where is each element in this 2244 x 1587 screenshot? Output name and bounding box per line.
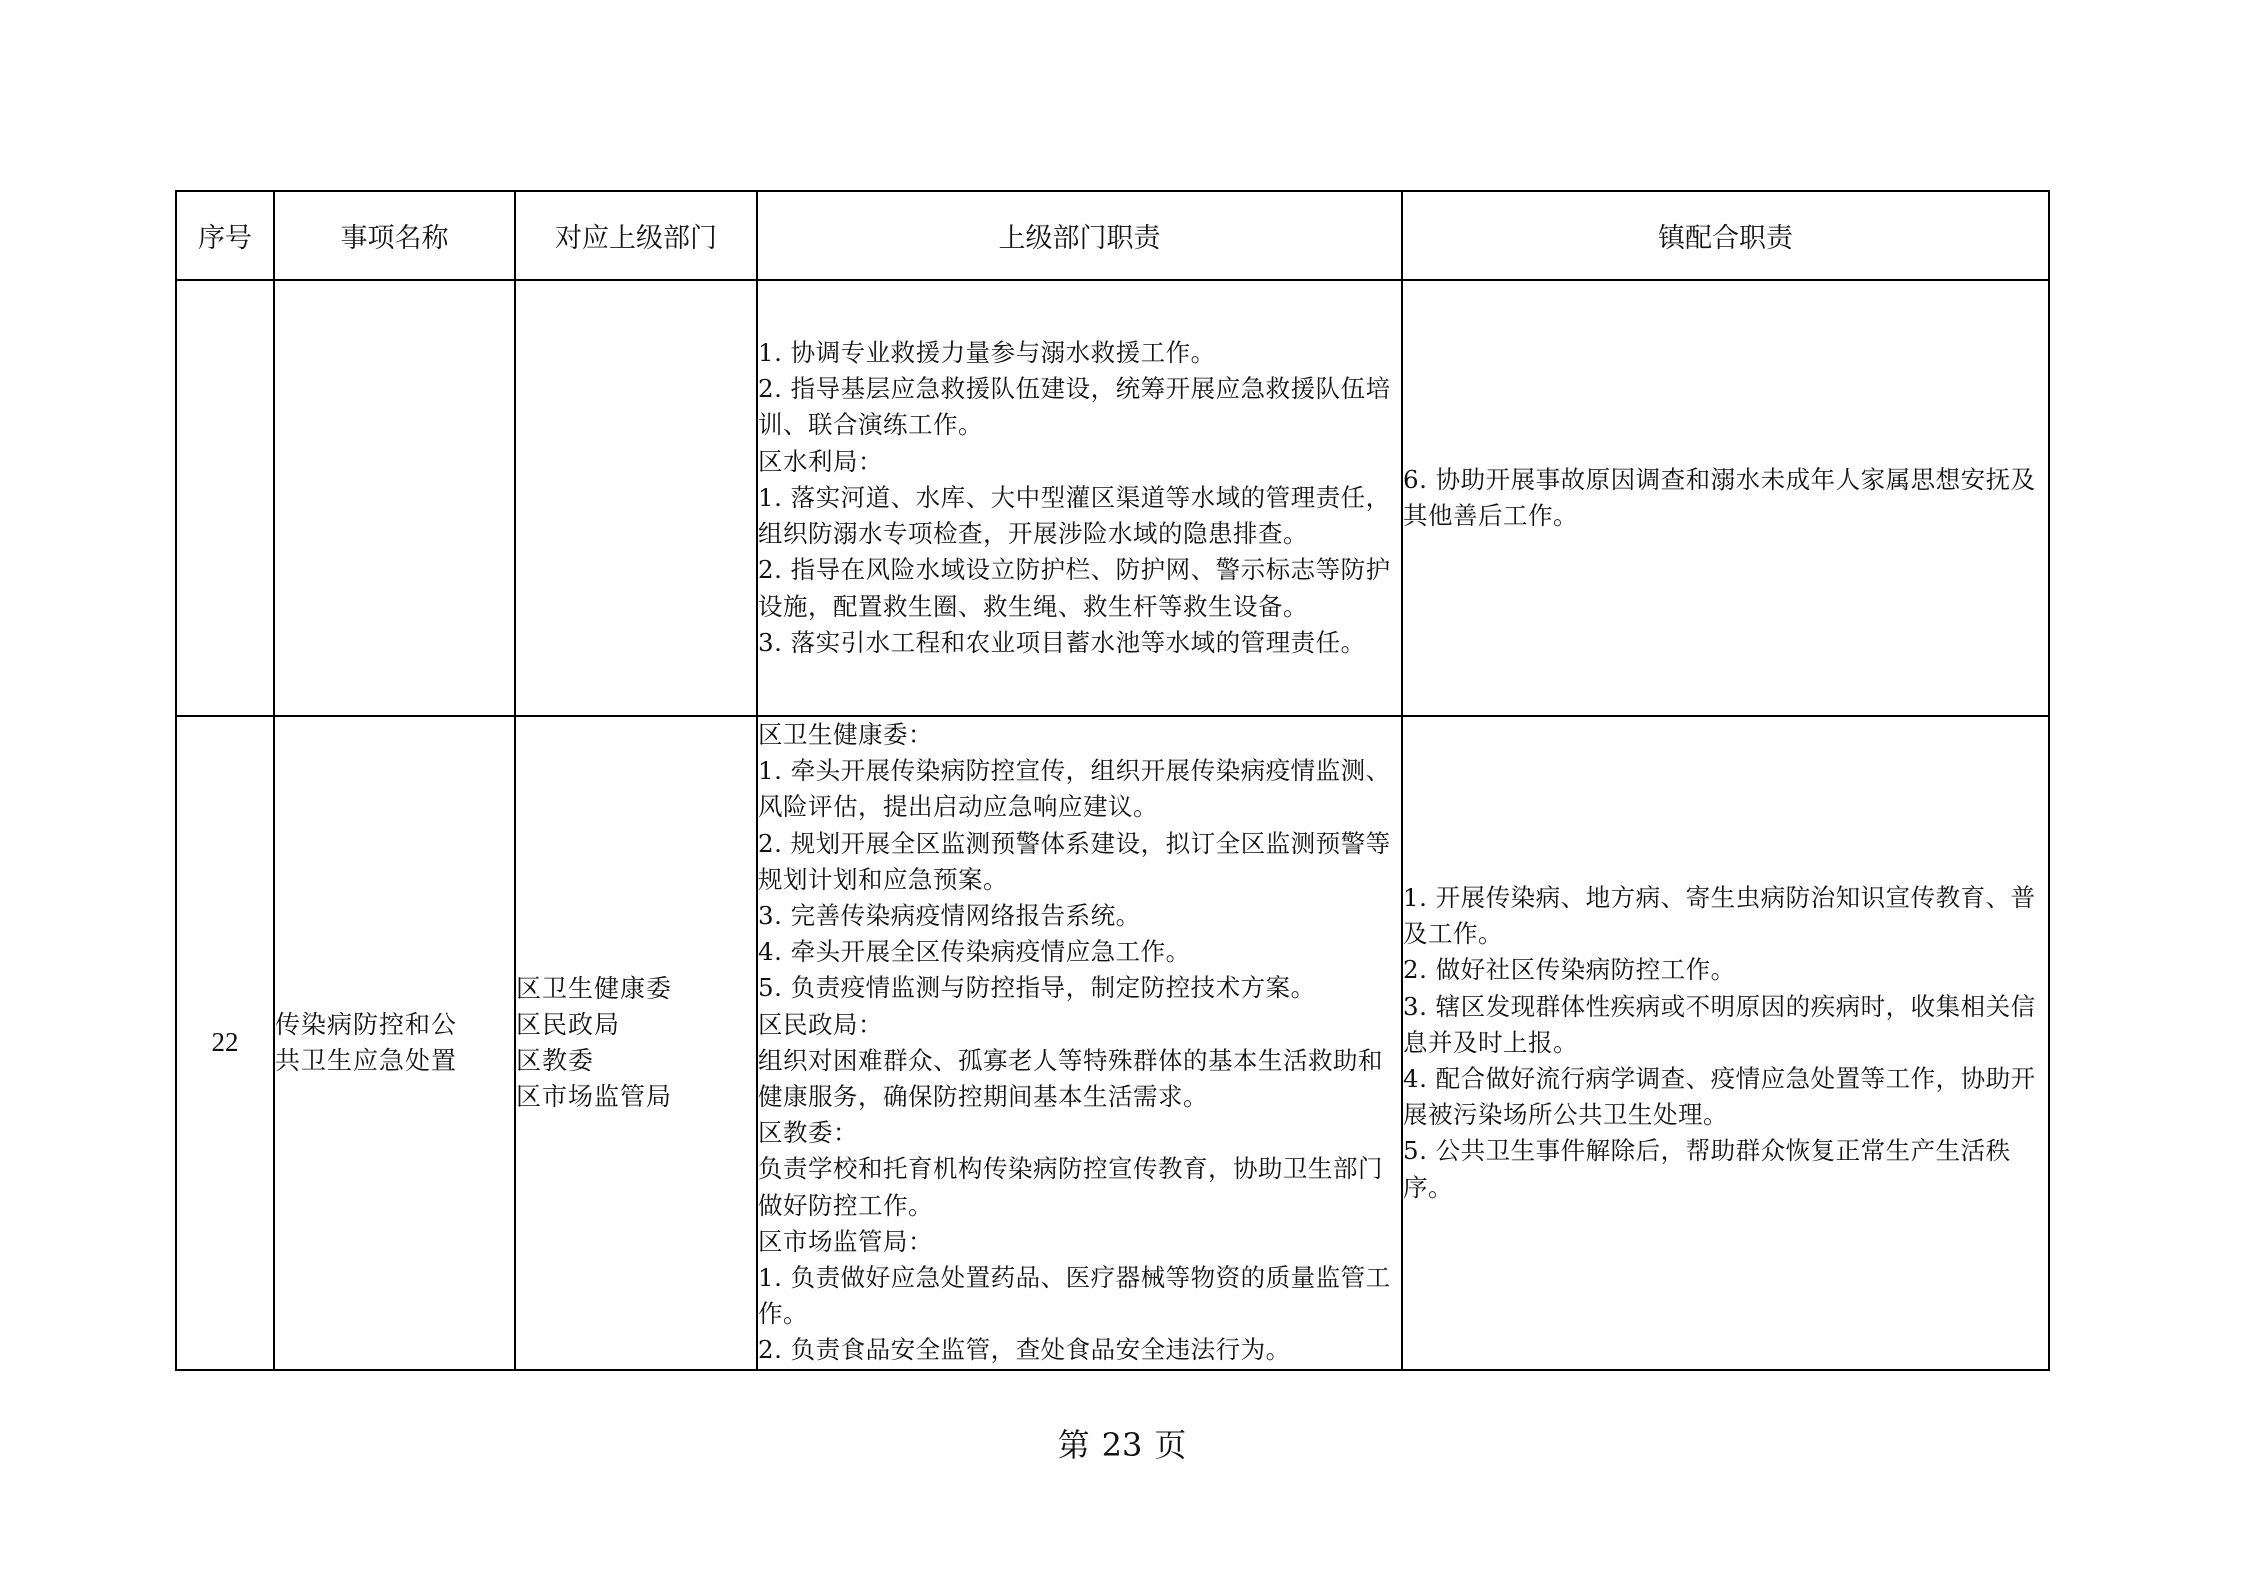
duty-line: 2. 规划开展全区监测预警体系建设，拟订全区监测预警等规划计划和应急预案。 bbox=[758, 828, 1391, 894]
superior-duties-cell bbox=[757, 716, 1402, 1370]
page-prefix: 第 bbox=[1057, 1426, 1090, 1464]
duty-line: 3. 完善传染病疫情网络报告系统。 bbox=[758, 901, 1141, 931]
row-number: 22 bbox=[176, 716, 274, 1370]
table-row bbox=[176, 716, 2049, 1370]
row-number bbox=[176, 280, 274, 716]
duty-line: 3. 落实引水工程和农业项目蓄水池等水域的管理责任。 bbox=[758, 627, 1366, 657]
header-superior-department: 对应上级部门 bbox=[515, 191, 757, 280]
duty-line: 区市场监管局： bbox=[758, 1226, 933, 1256]
page-number: 23 bbox=[1101, 1426, 1143, 1464]
page-suffix: 页 bbox=[1154, 1426, 1187, 1464]
header-number: 序号 bbox=[176, 191, 274, 280]
duty-line: 1. 牵头开展传染病防控宣传，组织开展传染病疫情监测、风险评估，提出启动应急响应建议。 bbox=[758, 756, 1391, 822]
department-line: 区教委 bbox=[516, 1045, 595, 1075]
town-duty-line: 2. 做好社区传染病防控工作。 bbox=[1403, 955, 1736, 985]
header-superior-duties: 上级部门职责 bbox=[757, 191, 1402, 280]
duty-line: 4. 牵头开展全区传染病疫情应急工作。 bbox=[758, 937, 1191, 967]
table-header-row bbox=[176, 191, 2049, 280]
department-line: 区民政局 bbox=[516, 1009, 621, 1039]
town-duties-cell bbox=[1402, 716, 2049, 1370]
item-name-cell bbox=[274, 280, 515, 716]
header-town-duties: 镇配合职责 bbox=[1402, 191, 2049, 280]
page-footer bbox=[0, 1420, 2244, 1466]
duty-line: 1. 落实河道、水库、大中型灌区渠道等水域的管理责任，组织防溺水专项检查，开展涉险水域的隐患排查。 bbox=[758, 482, 1391, 549]
town-duty-line: 4. 配合做好流行病学调查、疫情应急处置等工作，协助开展被污染场所公共卫生处理。 bbox=[1403, 1063, 2036, 1130]
department-line: 区卫生健康委 bbox=[516, 973, 673, 1003]
duty-line: 2. 指导在风险水域设立防护栏、防护网、警示标志等防护设施，配置救生圈、救生绳、救生杆等救生设备。 bbox=[758, 555, 1391, 621]
duty-line: 负责学校和托育机构传染病防控宣传教育，协助卫生部门做好防控工作。 bbox=[758, 1154, 1383, 1220]
item-name-cell bbox=[274, 716, 515, 1370]
duty-line: 区卫生健康委： bbox=[758, 720, 933, 749]
table-row bbox=[176, 280, 2049, 716]
duty-line: 5. 负责疫情监测与防控指导，制定防控技术方案。 bbox=[758, 973, 1316, 1003]
header-item-name: 事项名称 bbox=[274, 191, 515, 280]
town-duties-cell bbox=[1402, 280, 2049, 716]
responsibility-table bbox=[175, 190, 2050, 1371]
duty-line: 1. 协调专业救援力量参与溺水救援工作。 bbox=[758, 338, 1216, 368]
duty-line: 组织对困难群众、孤寡老人等特殊群体的基本生活救助和健康服务，确保防控期间基本生活需求。 bbox=[758, 1045, 1383, 1112]
duty-line: 区水利局： bbox=[758, 446, 883, 476]
duty-line: 2. 负责食品安全监管，查处食品安全违法行为。 bbox=[758, 1335, 1291, 1365]
duty-line: 2. 指导基层应急救援队伍建设，统筹开展应急救援队伍培训、联合演练工作。 bbox=[758, 374, 1391, 440]
item-name-line: 传染病防控和公 bbox=[275, 1009, 458, 1039]
town-duty-line: 3. 辖区发现群体性疾病或不明原因的疾病时，收集相关信息并及时上报。 bbox=[1403, 991, 2036, 1057]
town-duty-line: 5. 公共卫生事件解除后，帮助群众恢复正常生产生活秩序。 bbox=[1403, 1136, 2011, 1202]
town-duty-line: 6. 协助开展事故原因调查和溺水未成年人家属思想安抚及其他善后工作。 bbox=[1403, 464, 2036, 530]
town-duty-line: 1. 开展传染病、地方病、寄生虫病防治知识宣传教育、普及工作。 bbox=[1403, 882, 2036, 949]
duty-line: 区民政局： bbox=[758, 1009, 883, 1039]
department-line: 区市场监管局 bbox=[516, 1081, 673, 1111]
superior-duties-cell bbox=[757, 280, 1402, 716]
departments-cell bbox=[515, 280, 757, 716]
item-name-line: 共卫生应急处置 bbox=[275, 1045, 458, 1075]
departments-cell bbox=[515, 716, 757, 1370]
duty-line: 1. 负责做好应急处置药品、医疗器械等物资的质量监管工作。 bbox=[758, 1263, 1391, 1329]
duty-line: 区教委： bbox=[758, 1118, 858, 1148]
